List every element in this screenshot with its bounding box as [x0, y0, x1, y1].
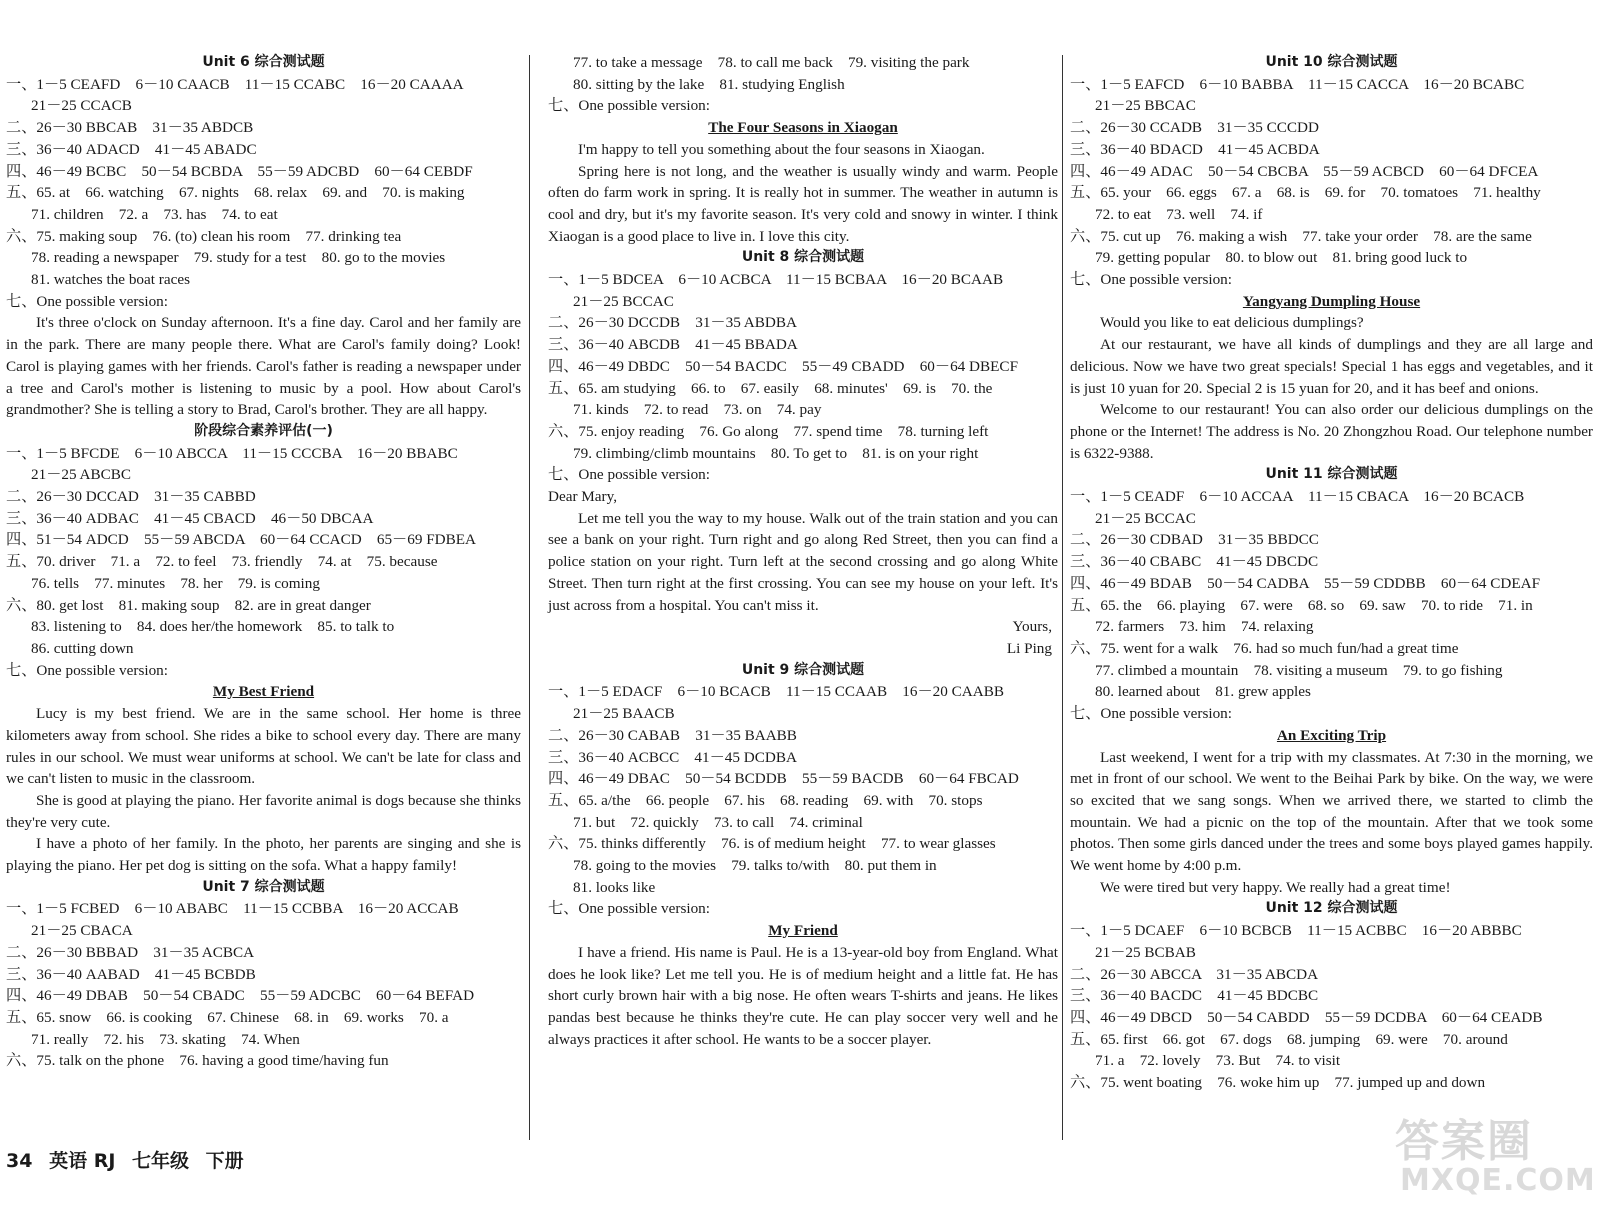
answer-line: 三、36－40 BACDC 41－45 BDCBC	[1070, 987, 1319, 1005]
answer-line-indented: 77. to take a message 78. to call me back 79. visiting the park	[573, 54, 970, 71]
answer-line: 五、65. the 66. playing 67. were 68. so 69. saw 70. to ride 71. in	[1070, 596, 1533, 614]
section-heading: Unit 6 综合测试题	[202, 54, 325, 70]
answer-line: 五、70. driver 71. a 72. to feel 73. friendly 74. at 75. because	[6, 553, 438, 571]
answer-line: Dear Mary,	[548, 488, 618, 506]
essay-paragraph: I have a photo of her family. In the photo, her parents are singing and she is playing the piano. Her pet dog is sitting on the sofa. What a happy family!	[6, 835, 521, 875]
answer-line: 七、One possible version:	[6, 661, 168, 679]
essay-paragraph: Welcome to our restaurant! You can also order our delicious dumplings on the phone or the Internet! The address is No. 20 Zhongzhou Road. Our telephone number is 6322-9388.	[1070, 401, 1593, 462]
answer-line: 四、46－49 BCBC 50－54 BCBDA 55－59 ADCBD 60－64 CEBDF	[6, 162, 473, 180]
answer-line-indented: 86. cutting down	[31, 639, 134, 657]
answer-line: 三、36－40 ADACD 41－45 ABADC	[6, 140, 257, 158]
essay-title: My Friend	[768, 922, 838, 940]
answer-line: 六、80. get lost 81. making soup 82. are in great danger	[6, 596, 371, 614]
answer-line-indented: 81. watches the boat races	[31, 271, 190, 289]
essay-paragraph: Let me tell you the way to my house. Walk out of the train station and you can see a bank on your right. Turn right and go along Red Street, then you can find a police station on your right. Turn left at the second crossing and go along White Street. Then turn right at the first crossing. You can see my house on your left. It's just across from a hospital. You can't miss it.	[548, 509, 1058, 614]
answer-line: 四、46－49 ADAC 50－54 CBCBA 55－59 ACBCD 60－64 DFCEA	[1070, 162, 1539, 180]
grade-label: 七年级	[132, 1150, 190, 1172]
answer-line: 五、65. your 66. eggs 67. a 68. is 69. for 70. tomatoes 71. healthy	[1070, 184, 1541, 202]
section-heading: Unit 9 综合测试题	[741, 661, 865, 678]
page-number: 34	[6, 1150, 33, 1172]
answer-line-indented: 79. getting popular 80. to blow out 81. bring good luck to	[1095, 249, 1468, 267]
answer-line: 三、36－40 ABCDB 41－45 BBADA	[548, 336, 798, 354]
answer-column-2	[548, 52, 1058, 1050]
essay-title: The Four Seasons in Xiaogan	[708, 119, 898, 137]
answer-line: 四、51－54 ADCD 55－59 ABCDA 60－64 CCACD 65－69 FDBEA	[6, 531, 477, 549]
volume-label: 下册	[205, 1150, 244, 1172]
answer-line-indented: 72. farmers 73. him 74. relaxing	[1095, 618, 1314, 636]
essay-paragraph: Last weekend, I went for a trip with my classmates. At 7:30 in the morning, we met in front of our school. We went to the Beihai Park by bike. On the way, we were so excited that we sang songs. When we arrived there, we started to climb the mountain. We had a picnic on the top of the mountain. After that we took some photos. Then some girls danced under the trees and some boys played games happily. We went home by 4:00 p.m.	[1070, 748, 1593, 875]
answer-line-indented: 71. children 72. a 73. has 74. to eat	[31, 205, 278, 223]
column-divider-1	[529, 55, 530, 1140]
answer-line: 一、1－5 CEADF 6－10 ACCAA 11－15 CBACA 16－20 BCACB	[1070, 488, 1525, 506]
answer-line: 七、One possible version:	[548, 466, 710, 484]
section-heading: Unit 12 综合测试题	[1265, 900, 1398, 917]
answer-line: 四、46－49 DBAB 50－54 CBADC 55－59 ADCBC 60－64 BEFAD	[6, 987, 475, 1005]
answer-line-indented: 77. climbed a mountain 78. visiting a museum 79. to go fishing	[1095, 661, 1503, 679]
essay-paragraph: It's three o'clock on Sunday afternoon. It's a fine day. Carol and her family are in the park. There are many people there. What are Carol's family doing? Look! Carol is playing games with her friends. Carol's father is reading a newspaper under a tree and Carol's mother is listening to music by a pool. How about Carol's grandmother? She is telling a story to Brad, Carol's brother. They are all happy.	[6, 314, 521, 419]
section-heading: Unit 11 综合测试题	[1265, 466, 1398, 483]
section-heading: 阶段综合素养评估(一)	[194, 422, 333, 439]
answer-line: 六、75. thinks differently 76. is of medium height 77. to wear glasses	[548, 835, 996, 853]
answer-line: 四、46－49 DBCD 50－54 CABDD 55－59 DCDBA 60－64 CEADB	[1070, 1008, 1543, 1026]
answer-line-indented: 79. climbing/climb mountains 80. To get to 81. is on your right	[573, 444, 979, 462]
essay-paragraph: At our restaurant, we have all kinds of dumplings and they are all large and delicious. Now we have two great specials! Special 1 has eggs and vegetables, and it is just 10 yuan for 20. Special 2 is 15 yuan for 20, and it has beef and onions.	[1070, 336, 1593, 397]
answer-line: 七、One possible version:	[548, 900, 710, 918]
answer-line: 四、46－49 BDAB 50－54 CADBA 55－59 CDDBB 60－64 CDEAF	[1070, 574, 1541, 592]
answer-line-indented: 76. tells 77. minutes 78. her 79. is coming	[31, 574, 320, 592]
answer-line-indented: 21－25 BCCAC	[1095, 509, 1196, 527]
essay-paragraph: We were tired but very happy. We really had a great time!	[1100, 878, 1451, 896]
answer-line: 二、26－30 CCADB 31－35 CCCDD	[1070, 119, 1319, 137]
answer-line: 五、65. am studying 66. to 67. easily 68. minutes' 69. is 70. the	[548, 379, 993, 397]
answer-line-indented: 21－25 CCACB	[31, 97, 132, 115]
answer-line-indented: 71. kinds 72. to read 73. on 74. pay	[573, 401, 822, 419]
answer-line: 二、26－30 BBBAD 31－35 ACBCA	[6, 943, 255, 961]
watermark-url: MXQE.COM	[1400, 1163, 1596, 1198]
answer-line: 七、One possible version:	[6, 292, 168, 310]
answer-line: 五、65. a/the 66. people 67. his 68. reading 69. with 70. stops	[548, 791, 983, 809]
section-heading: Unit 7 综合测试题	[202, 878, 325, 895]
page-footer	[6, 1146, 254, 1173]
answer-line-indented: 71. a 72. lovely 73. But 74. to visit	[1095, 1052, 1341, 1070]
answer-line-indented: 21－25 CBACA	[31, 922, 133, 940]
answer-line: 一、1－5 EDACF 6－10 BCACB 11－15 CCAAB 16－20 CAABB	[548, 683, 1004, 701]
answer-column-3	[1070, 52, 1593, 1094]
answer-column-1	[6, 52, 521, 1072]
answer-line: 三、36－40 AABAD 41－45 BCBDB	[6, 965, 256, 983]
essay-title: An Exciting Trip	[1276, 726, 1387, 744]
letter-signoff: Li Ping	[1006, 639, 1052, 657]
answer-line: 一、1－5 BDCEA 6－10 ACBCA 11－15 BCBAA 16－20 BCAAB	[548, 271, 1004, 289]
answer-line: 六、75. cut up 76. making a wish 77. take your order 78. are the same	[1070, 227, 1532, 245]
answer-line: 六、75. went for a walk 76. had so much fun/had a great time	[1070, 639, 1459, 657]
answer-line: 四、46－49 DBDC 50－54 BACDC 55－49 CBADD 60－64 DBECF	[548, 357, 1019, 375]
answer-line-indented: 78. going to the movies 79. talks to/with 80. put them in	[573, 857, 937, 875]
answer-line-indented: 72. to eat 73. well 74. if	[1095, 205, 1263, 223]
answer-line: 三、36－40 BDACD 41－45 ACBDA	[1070, 140, 1320, 158]
answer-line: 三、36－40 ADBAC 41－45 CBACD 46－50 DBCAA	[6, 509, 374, 527]
essay-paragraph: She is good at playing the piano. Her favorite animal is dogs because she thinks they're very cute.	[6, 791, 521, 831]
letter-signoff: Yours,	[1012, 618, 1052, 636]
answer-line-indented: 78. reading a newspaper 79. study for a test 80. go to the movies	[31, 249, 446, 267]
answer-line: 七、One possible version:	[548, 97, 710, 115]
column-divider-2	[1062, 55, 1063, 1140]
answer-line: 二、26－30 ABCCA 31－35 ABCDA	[1070, 965, 1319, 983]
subject-label: 英语 RJ	[49, 1150, 116, 1172]
answer-line: 六、75. enjoy reading 76. Go along 77. spend time 78. turning left	[548, 422, 989, 440]
answer-line: 二、26－30 CDBAD 31－35 BBDCC	[1070, 531, 1319, 549]
answer-line-indented: 81. looks like	[573, 878, 656, 896]
answer-line: 四、46－49 DBAC 50－54 BCDDB 55－59 BACDB 60－64 FBCAD	[548, 770, 1019, 788]
answer-line-indented: 21－25 BBCAC	[1095, 97, 1196, 115]
essay-paragraph: I'm happy to tell you something about the four seasons in Xiaogan.	[578, 140, 985, 158]
section-heading: Unit 10 综合测试题	[1265, 54, 1398, 70]
answer-line-indented: 80. learned about 81. grew apples	[1095, 683, 1311, 701]
essay-paragraph: Lucy is my best friend. We are in the same school. Her home is three kilometers away from school. She rides a bike to school every day. There are many rules in our school. We must wear uniforms at school. We can't be late for class and we can't listen to music in the classroom.	[6, 705, 521, 788]
answer-line: 一、1－5 DCAEF 6－10 BCBCB 11－15 ACBBC 16－20 ABBBC	[1070, 922, 1522, 940]
watermark-text: 答案圈	[1395, 1116, 1533, 1167]
answer-line-indented: 71. really 72. his 73. skating 74. When	[31, 1030, 300, 1048]
watermark-logo	[1395, 1105, 1596, 1198]
answer-line: 一、1－5 EAFCD 6－10 BABBA 11－15 CACCA 16－20 BCABC	[1070, 75, 1525, 93]
answer-line-indented: 83. listening to 84. does her/the homework 85. to talk to	[31, 618, 395, 636]
essay-title: My Best Friend	[212, 683, 315, 701]
answer-line: 二、26－30 CABAB 31－35 BAABB	[548, 726, 797, 744]
answer-line: 一、1－5 FCBED 6－10 ABABC 11－15 CCBBA 16－20 ACCAB	[6, 900, 459, 918]
answer-line-indented: 71. but 72. quickly 73. to call 74. criminal	[573, 813, 863, 831]
answer-line: 一、1－5 BFCDE 6－10 ABCCA 11－15 CCCBA 16－20 BBABC	[6, 444, 458, 462]
answer-line: 三、36－40 ACBCC 41－45 DCDBA	[548, 748, 797, 766]
section-heading: Unit 8 综合测试题	[741, 249, 865, 266]
answer-line: 六、75. went boating 76. woke him up 77. jumped up and down	[1070, 1074, 1486, 1092]
answer-line: 五、65. snow 66. is cooking 67. Chinese 68. in 69. works 70. a	[6, 1008, 449, 1026]
essay-paragraph: I have a friend. His name is Paul. He is a 13-year-old boy from England. What does he look like? Let me tell you. He is of medium height and a little fat. He has short curly brown hair with a big nose. He often wears T-shirts and jeans. He likes pandas best because he thinks they're cute. He can play soccer very well and he always practices it after school. He wants to be a soccer player.	[548, 943, 1058, 1048]
essay-title: Yangyang Dumpling House	[1242, 292, 1421, 310]
essay-paragraph: Spring here is not long, and the weather is usually windy and warm. People often do farm work in spring. It is really hot in summer. The weather in autumn is cool and dry, but it's my favorite season. It's very cold and snowy in winter. I think Xiaogan is a good place to live in. I love this city.	[548, 162, 1058, 245]
answer-line: 二、26－30 BBCAB 31－35 ABDCB	[6, 119, 254, 137]
answer-line: 二、26－30 DCCDB 31－35 ABDBA	[548, 314, 797, 332]
answer-line-indented: 80. sitting by the lake 81. studying English	[573, 75, 845, 93]
answer-line: 五、65. at 66. watching 67. nights 68. relax 69. and 70. is making	[6, 184, 465, 202]
answer-line: 三、36－40 CBABC 41－45 DBCDC	[1070, 553, 1319, 571]
answer-line: 二、26－30 DCCAD 31－35 CABBD	[6, 488, 256, 506]
answer-line-indented: 21－25 ABCBC	[31, 466, 132, 484]
answer-line: 六、75. making soup 76. (to) clean his room 77. drinking tea	[6, 227, 402, 245]
answer-line: 五、65. first 66. got 67. dogs 68. jumping 69. were 70. around	[1070, 1030, 1508, 1048]
answer-line: 一、1－5 CEAFD 6－10 CAACB 11－15 CCABC 16－20 CAAAA	[6, 75, 464, 93]
answer-line: 七、One possible version:	[1070, 271, 1232, 289]
answer-line-indented: 21－25 BCBAB	[1095, 943, 1196, 961]
answer-line: 六、75. talk on the phone 76. having a good time/having fun	[6, 1052, 389, 1070]
answer-line: 七、One possible version:	[1070, 705, 1232, 723]
essay-paragraph: Would you like to eat delicious dumplings?	[1100, 314, 1364, 332]
answer-line-indented: 21－25 BAACB	[573, 705, 675, 723]
answer-line-indented: 21－25 BCCAC	[573, 292, 674, 310]
